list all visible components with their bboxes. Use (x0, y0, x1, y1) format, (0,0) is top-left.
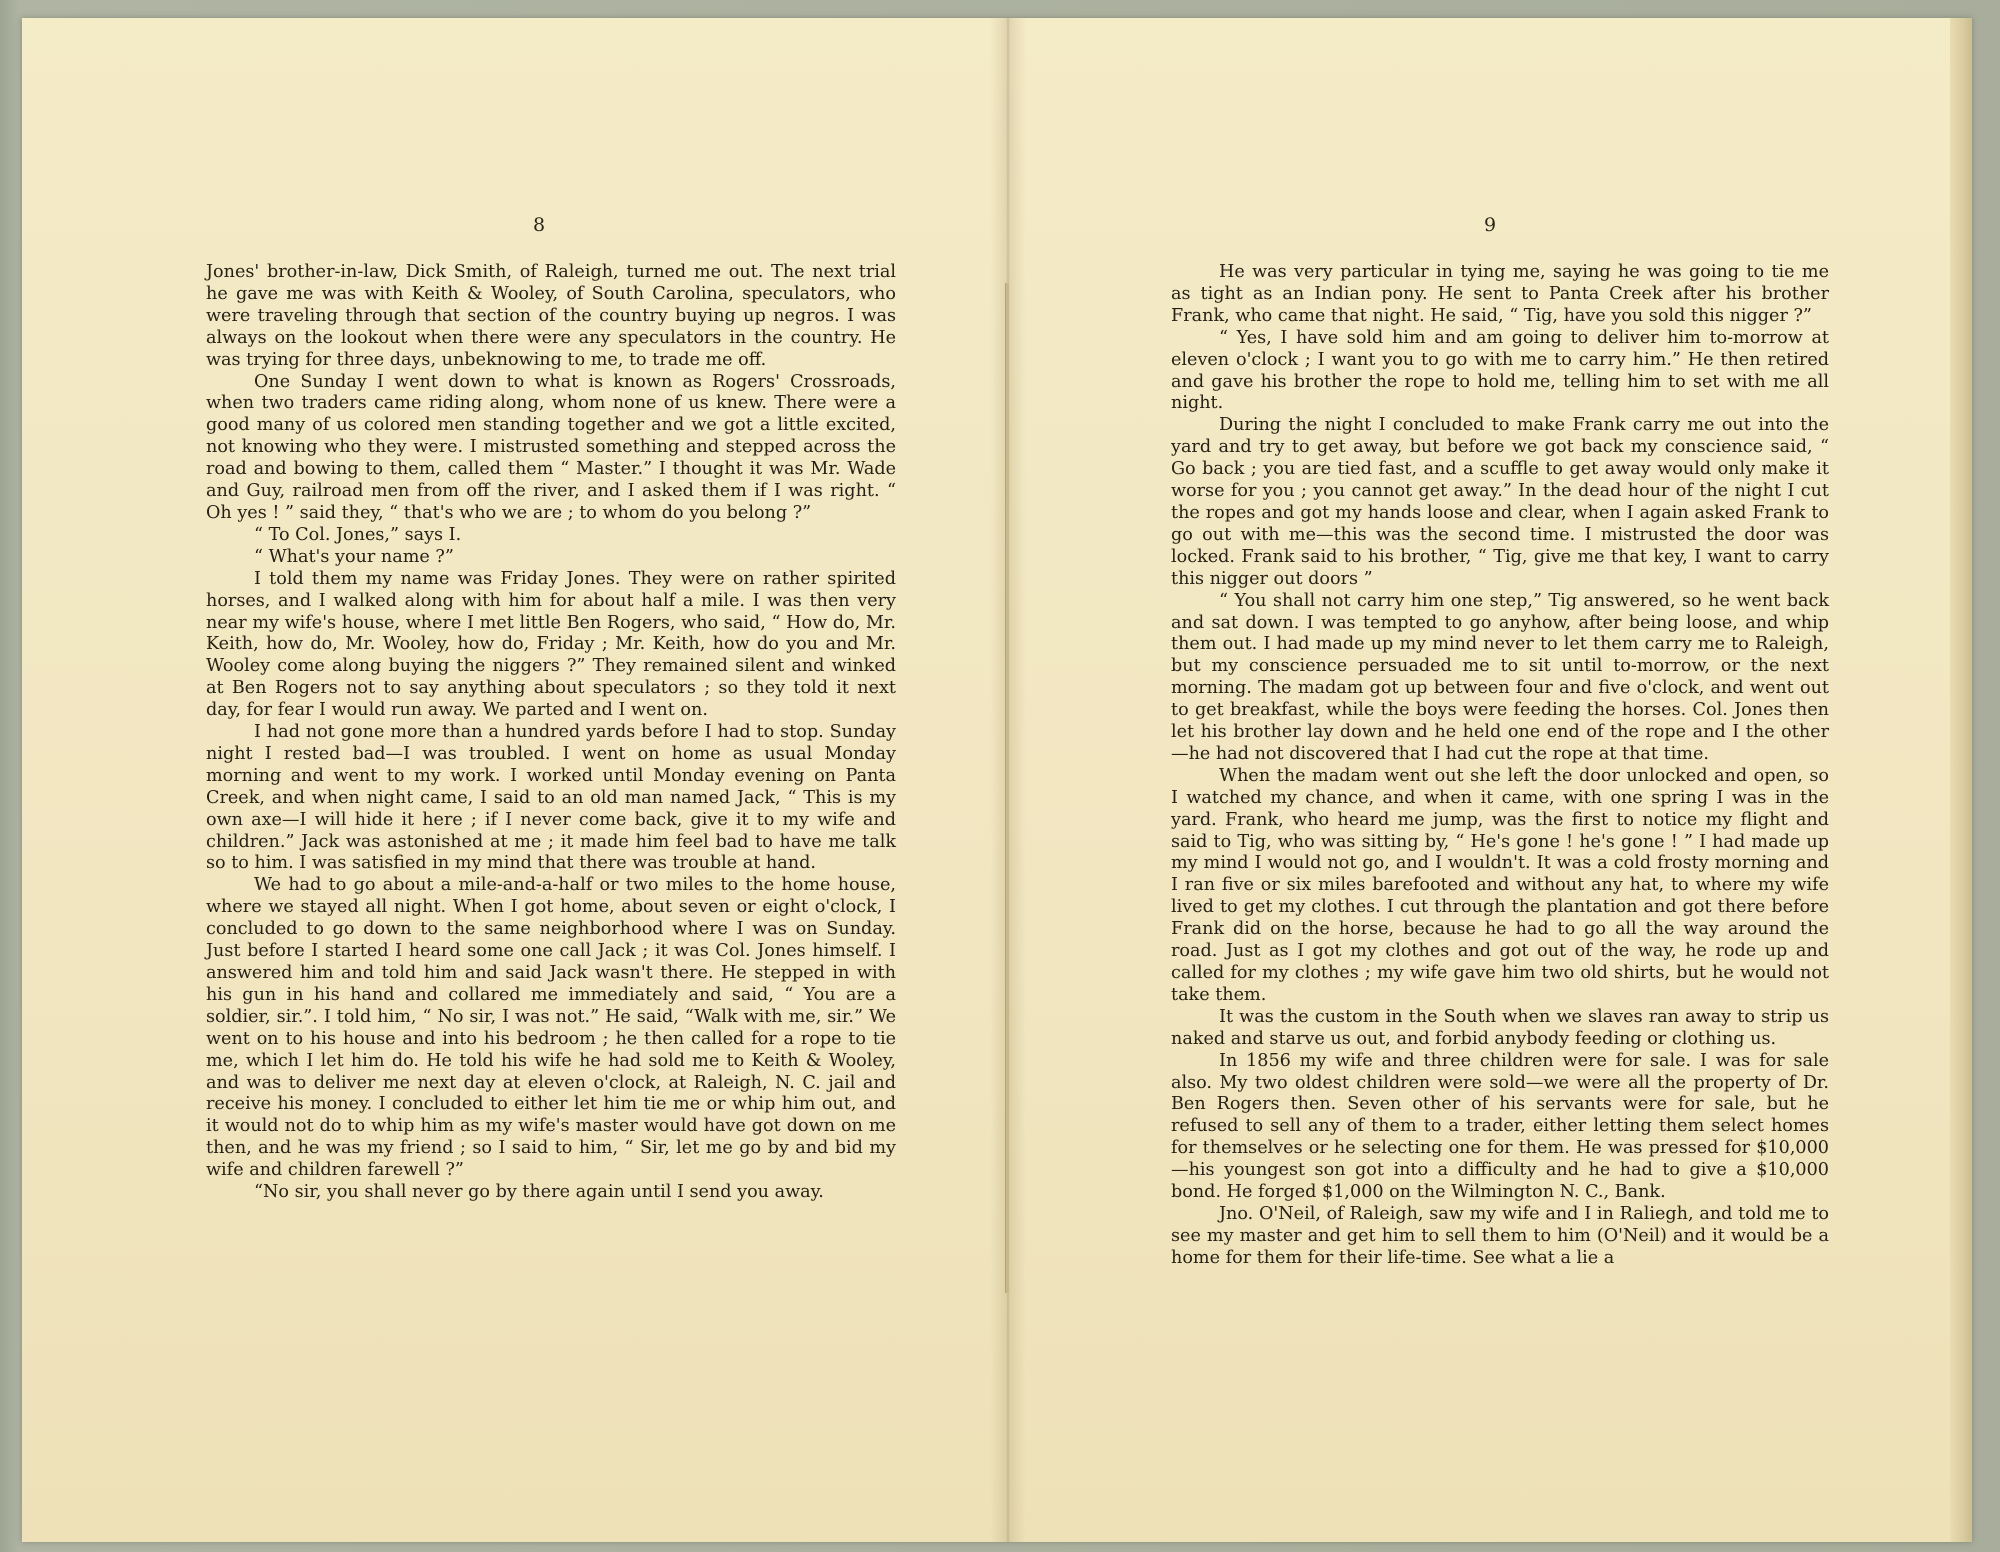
paragraph: He was very particular in tying me, saying he was going to tie me as tight as an Indian pony. He sent to Panta Creek after his brother Frank, who came that night. He said, “ Tig, have you sold this nigger ?” (1171, 262, 1829, 326)
paragraph: “ What's your name ?” (254, 546, 454, 567)
paragraph: I had not gone more than a hundred yards before I had to stop. Sunday night I rested bad—I was troubled. I went on home as usual Monday morning and went to my work. I worked until Monday evening on Panta Creek, and when night came, I said to an old man named Jack, “ This is my own axe—I will hide it here ; if I never come back, give it to my wife and children.” Jack was astonished at me ; it made him feel bad to have me talk so to him. I was satisfied in my mind that there was trouble at hand. (206, 722, 896, 874)
binding-thread (1005, 283, 1009, 1293)
paragraph: Jones' brother-in-law, Dick Smith, of Raleigh, turned me out. The next trial he gave me was with Keith & Wooley, of South Carolina, speculators, who were traveling through that section of the country buying up negros. I was always on the lookout when there were any speculators in the country. He was trying for three days, unbeknowing to me, to trade me off. (206, 262, 896, 370)
page-number: 9 (1483, 214, 1497, 236)
paragraph: “No sir, you shall never go by there again until I send you away. (254, 1182, 824, 1203)
left-page-text (206, 262, 896, 1204)
paragraph: One Sunday I went down to what is known as Rogers' Crossroads, when two traders came riding along, whom none of us knew. There were a good many of us colored men standing together and we got a little excited, not knowing who they were. I mistrusted something and stepped across the road and bowing to them, called them “ Master.” I thought it was Mr. Wade and Guy, railroad men from off the river, and I asked them if I was right. “ Oh yes ! ” said they, “ that's who we are ; to whom do you belong ?” (206, 371, 896, 523)
paragraph: It was the custom in the South when we slaves ran away to strip us naked and starve us out, and forbid anybody feeding or clothing us. (1171, 1006, 1829, 1049)
paragraph: I told them my name was Friday Jones. They were on rather spirited horses, and I walked along with him for about half a mile. I was then very near my wife's house, where I met little Ben Rogers, who said, “ How do, Mr. Keith, how do, Mr. Wooley, how do, Friday ; Mr. Keith, how do you and Mr. Wooley come along buying the niggers ?” They remained silent and winked at Ben Rogers not to say anything about speculators ; so they told it next day, for fear I would run away. We parted and I went on. (206, 568, 896, 721)
paragraph: We had to go about a mile-and-a-half or two miles to the home house, where we stayed all night. When I got home, about seven or eight o'clock, I concluded to go down to the same neighborhood where I was on Sunday. Just before I started I heard some one call Jack ; it was Col. Jones himself. I answered him and told him and said Jack wasn't there. He stepped in with his gun in his hand and collared me immediately and said, “ You are a soldier, sir.”. I told him, “ No sir, I was not.” He said, “Walk with me, sir.” We went on to his house and into his bedroom ; he then called for a rope to tie me, which I let him do. He told his wife he had sold me to Keith & Wooley, and was to deliver me next day at eleven o'clock, at Raleigh, N. C. jail and receive his money. I concluded to either let him tie me or whip him out, and it would not do to whip him as my wife's master would have got down on me then, and he was my friend ; so I said to him, “ Sir, let me go by and bid my wife and children farewell ?” (206, 875, 896, 1181)
paragraph: In 1856 my wife and three children were for sale. I was for sale also. My two oldest children were sold—we were all the property of Dr. Ben Rogers then. Seven other of his servants were for sale, but he refused to sell any of them to a trader, either letting them select homes for themselves or he selecting one for them. He was pressed for $10,000—his youngest son got into a difficulty and he had to give a $10,000 bond. He forged $1,000 on the Wilmington N. C., Bank. (1171, 1050, 1829, 1203)
paragraph: When the madam went out she left the door unlocked and open, so I watched my chance, and when it came, with one spring I was in the yard. Frank, who heard me jump, was the first to notice my flight and said to Tig, who was sitting by, “ He's gone ! he's gone ! ” I had made up my mind I would not go, and I wouldn't. It was a cold frosty morning and I ran five or six miles barefooted and without any hat, to where my wife lived to get my clothes. I cut through the plantation and got there before Frank did on the horse, because he had to go all the way around the road. Just as I got my clothes and got out of the way, he rode up and called for my clothes ; my wife gave him two old shirts, but he would not take them. (1171, 765, 1829, 1005)
paragraph: During the night I concluded to make Frank carry me out into the yard and try to get away, but before we got back my conscience said, “ Go back ; you are tied fast, and a scuffle to get away would only make it worse for you ; you cannot get away.” In the dead hour of the night I cut the ropes and got my hands loose and clear, when I again asked Frank to go out with me—this was the second time. I mistrusted the door was locked. Frank said to his brother, “ Tig, give me that key, I want to carry this nigger out doors ” (1171, 415, 1829, 589)
book-spread (22, 18, 1972, 1542)
paragraph: “ Yes, I have sold him and am going to deliver him to-morrow at eleven o'clock ; I want you to go with me to carry him.” He then retired and gave his brother the rope to hold me, telling him to set with me all night. (1171, 327, 1829, 414)
left-page (22, 18, 1007, 1542)
paragraph: “ To Col. Jones,” says I. (254, 524, 462, 545)
right-page (1007, 18, 1972, 1542)
right-page-text (1171, 262, 1829, 1270)
page-edges (1950, 18, 1972, 1542)
paragraph: Jno. O'Neil, of Raleigh, saw my wife and I in Raliegh, and told me to see my master and get him to sell them to him (O'Neil) and it would be a home for them for their life-time. See what a lie a (1171, 1203, 1829, 1268)
paragraph: “ You shall not carry him one step,” Tig answered, so he went back and sat down. I was tempted to go anyhow, after being loose, and whip them out. I had made up my mind never to let them carry me to Raleigh, but my conscience persuaded me to sit until to-morrow, or the next morning. The madam got up between four and five o'clock, and went out to get breakfast, while the boys were feeding the horses. Col. Jones then let his brother lay down and he held one end of the rope and I the other—he had not discovered that I had cut the rope at that time. (1171, 590, 1829, 764)
page-number: 8 (532, 214, 546, 236)
